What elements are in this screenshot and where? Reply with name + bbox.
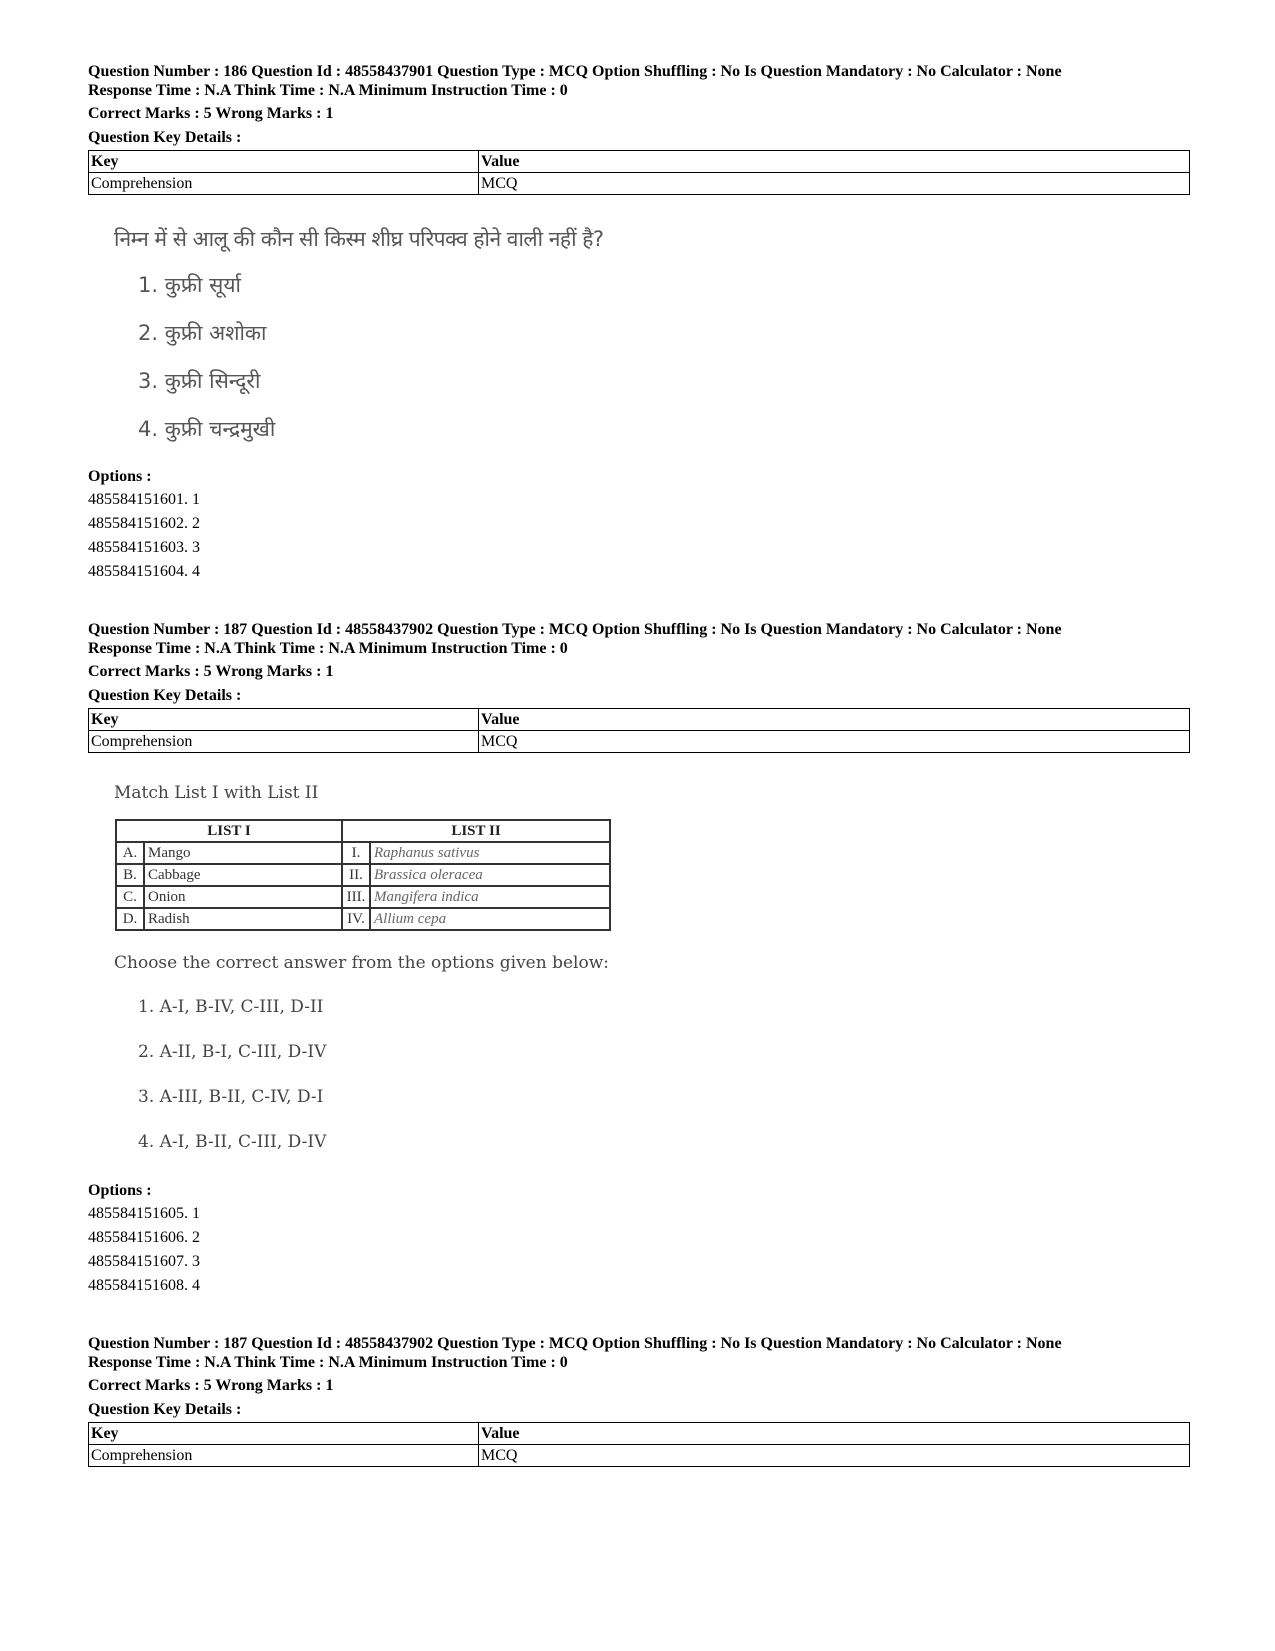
list1-item: Mango xyxy=(144,842,342,864)
value-header: Value xyxy=(479,1423,1190,1445)
option-id: 485584151606. 2 xyxy=(88,1229,200,1246)
list1-letter: A. xyxy=(116,842,144,864)
list1-letter: C. xyxy=(116,886,144,908)
key-details-label: Question Key Details : xyxy=(88,1401,242,1418)
list1-item: Radish xyxy=(144,908,342,930)
list2-item: Raphanus sativus xyxy=(370,842,610,864)
options-label: Options : xyxy=(88,468,152,485)
match-row xyxy=(116,864,610,886)
question-block-187 xyxy=(88,620,1190,1298)
question-block-186 xyxy=(88,62,1190,584)
header-line-2: Response Time : N.A Think Time : N.A Minimum Instruction Time : 0 xyxy=(88,1354,568,1371)
question-header xyxy=(88,62,1190,100)
list1-item: Cabbage xyxy=(144,864,342,886)
header-line-2: Response Time : N.A Think Time : N.A Minimum Instruction Time : 0 xyxy=(88,82,568,99)
choose-instruction: Choose the correct answer from the options given below: xyxy=(114,953,609,973)
list2-header: LIST II xyxy=(342,820,610,842)
option-id: 485584151605. 1 xyxy=(88,1205,200,1222)
list1-letter: D. xyxy=(116,908,144,930)
match-row xyxy=(116,908,610,930)
key-cell: Comprehension xyxy=(89,731,479,753)
list1-item: Onion xyxy=(144,886,342,908)
question-option: 2. कुफ्री अशोका xyxy=(138,321,267,345)
value-header: Value xyxy=(479,709,1190,731)
value-cell: MCQ xyxy=(479,173,1190,195)
key-cell: Comprehension xyxy=(89,1445,479,1467)
list2-numeral: I. xyxy=(342,842,370,864)
option-id: 485584151608. 4 xyxy=(88,1277,200,1294)
document-page xyxy=(88,62,1190,1467)
match-row xyxy=(116,886,610,908)
key-header: Key xyxy=(89,1423,479,1445)
options-list xyxy=(88,1202,1190,1298)
question-option: 4. कुफ्री चन्द्रमुखी xyxy=(138,417,276,441)
key-header: Key xyxy=(89,709,479,731)
list1-letter: B. xyxy=(116,864,144,886)
list2-item: Allium cepa xyxy=(370,908,610,930)
match-row xyxy=(116,842,610,864)
list2-numeral: IV. xyxy=(342,908,370,930)
option-id: 485584151603. 3 xyxy=(88,539,200,556)
option-id: 485584151604. 4 xyxy=(88,563,200,580)
option-id: 485584151607. 3 xyxy=(88,1253,200,1270)
question-image xyxy=(88,783,1190,1165)
marks-line: Correct Marks : 5 Wrong Marks : 1 xyxy=(88,105,334,122)
key-details-table xyxy=(88,708,1190,753)
value-cell: MCQ xyxy=(479,731,1190,753)
question-option-list xyxy=(88,985,1190,1165)
header-line-1: Question Number : 187 Question Id : 48558437902 Question Type : MCQ Option Shuffling : No Is Question Mandatory : No Calculator : None xyxy=(88,1335,1062,1352)
marks-line: Correct Marks : 5 Wrong Marks : 1 xyxy=(88,1377,334,1394)
question-option: 4. A-I, B-II, C-III, D-IV xyxy=(138,1132,327,1152)
options-list xyxy=(88,488,1190,584)
option-id: 485584151602. 2 xyxy=(88,515,200,532)
question-option-list xyxy=(88,261,1190,453)
list2-item: Mangifera indica xyxy=(370,886,610,908)
header-line-2: Response Time : N.A Think Time : N.A Minimum Instruction Time : 0 xyxy=(88,640,568,657)
key-details-label: Question Key Details : xyxy=(88,687,242,704)
value-header: Value xyxy=(479,151,1190,173)
key-details-table xyxy=(88,150,1190,195)
list2-numeral: II. xyxy=(342,864,370,886)
match-table xyxy=(115,819,611,931)
options-label: Options : xyxy=(88,1182,152,1199)
list1-header: LIST I xyxy=(116,820,342,842)
header-line-1: Question Number : 186 Question Id : 48558437901 Question Type : MCQ Option Shuffling : No Is Question Mandatory : No Calculator : None xyxy=(88,63,1062,80)
question-text: निम्न में से आलू की कौन सी किस्म शीघ्र परिपक्व होने वाली नहीं है? xyxy=(114,227,604,251)
question-option: 1. A-I, B-IV, C-III, D-II xyxy=(138,997,324,1017)
question-block-187-repeat xyxy=(88,1334,1190,1467)
header-line-1: Question Number : 187 Question Id : 48558437902 Question Type : MCQ Option Shuffling : No Is Question Mandatory : No Calculator : None xyxy=(88,621,1062,638)
question-header xyxy=(88,1334,1190,1372)
question-option: 3. कुफ्री सिन्दूरी xyxy=(138,369,261,393)
key-details-label: Question Key Details : xyxy=(88,129,242,146)
key-header: Key xyxy=(89,151,479,173)
question-header xyxy=(88,620,1190,658)
key-cell: Comprehension xyxy=(89,173,479,195)
question-option: 3. A-III, B-II, C-IV, D-I xyxy=(138,1087,324,1107)
marks-line: Correct Marks : 5 Wrong Marks : 1 xyxy=(88,663,334,680)
key-details-table xyxy=(88,1422,1190,1467)
option-id: 485584151601. 1 xyxy=(88,491,200,508)
question-option: 1. कुफ्री सूर्या xyxy=(138,273,241,297)
spacer xyxy=(88,1298,1190,1334)
question-text: Match List I with List II xyxy=(114,783,319,803)
list2-numeral: III. xyxy=(342,886,370,908)
question-image xyxy=(88,225,1190,453)
spacer xyxy=(88,584,1190,620)
value-cell: MCQ xyxy=(479,1445,1190,1467)
question-option: 2. A-II, B-I, C-III, D-IV xyxy=(138,1042,327,1062)
list2-item: Brassica oleracea xyxy=(370,864,610,886)
